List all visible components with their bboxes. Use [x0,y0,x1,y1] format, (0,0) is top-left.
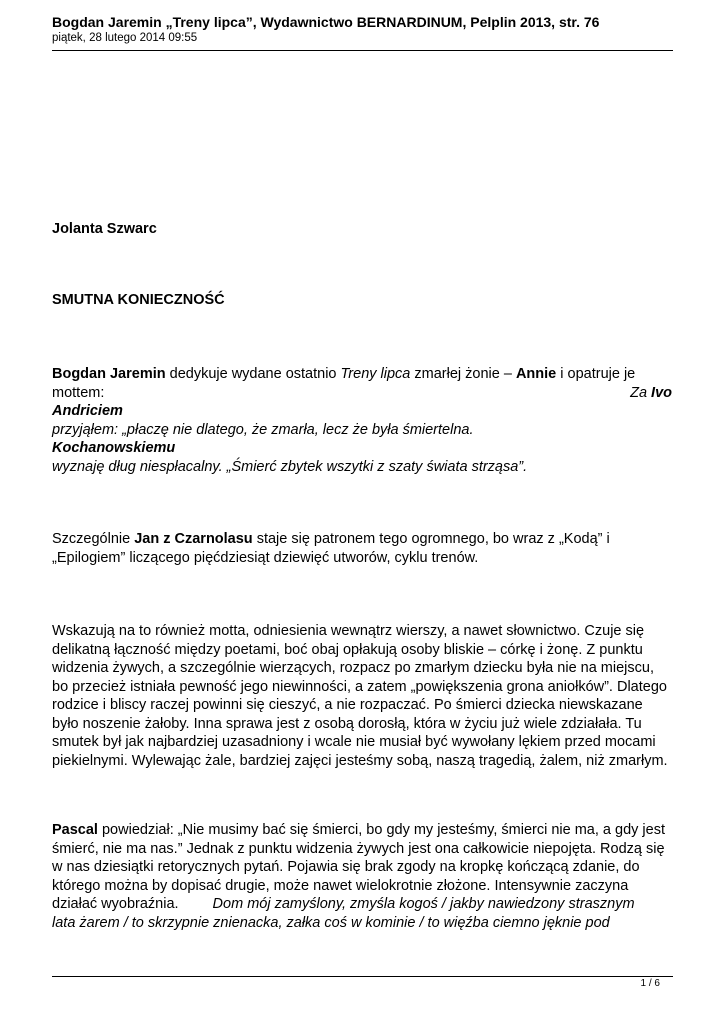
text-run: i opatruje je [556,366,636,382]
text-run: Andriciem [52,403,123,419]
text-run: dedykuje wydane ostatnio [165,366,341,382]
text-line: rodzice i bliscy raczej powinni się cieszyć, a nie rozpaczać. Po śmierci dziecka niewskazane [52,697,643,713]
paragraph-patron [52,530,672,567]
text-line [52,458,672,477]
article-title: SMUTNA KONIECZNOŚĆ [52,292,225,308]
text-line: którego można by dopisać drugie, może nawet wielokrotnie złożone. Intensywnie zaczyna [52,877,629,894]
text-run: lata żarem / to skrzypnie znienacka, załka coś w kominie / to więźba ciemno jęknie pod [52,914,610,931]
text-line [52,365,672,384]
text-line [52,402,672,421]
text-run: powiedział: „Nie musimy bać się śmierci, bo gdy my jesteśmy, śmierci nie ma, a gdy jest [97,822,665,838]
text-line [52,530,672,549]
text-run: mottem: [52,384,105,401]
text-run: przyjąłem: „płaczę nie dlatego, że zmarła, lecz że była śmiertelna. [52,421,474,438]
page-number: 1 / 6 [640,978,660,989]
text-run: zmarłej żonie – [410,366,516,382]
text-run: Bogdan Jaremin [52,366,166,382]
text-line: w nas dziesiątki retorycznych pytań. Pojawia się brak zgody na kropkę kończącą zdanie, do [52,859,640,875]
paragraph-dedication [52,365,672,476]
text-line [52,421,672,440]
text-line [52,895,672,914]
text-line: widzenia żywych, a szczególnie wierzących, rozpacz po zmarłym dziecku była nie na miejscu, [52,660,654,676]
text-run: Kochanowskiemu [52,440,176,456]
footer-divider [52,976,673,977]
text-line: śmierć, nie ma nas.” Jednak z punktu widzenia żywych jest ona całkowicie niepojęta. Rodzą się [52,840,665,857]
text-run: Treny lipca [340,366,411,382]
text-line [52,821,672,840]
text-run: wyznaję dług niespłacalny. „Śmierć zbytek wszytki z szaty świata strząsa”. [52,458,528,475]
article-author: Jolanta Szwarc [52,221,157,237]
text-run: Jan z Czarnolasu [134,531,253,547]
text-run: Pascal [52,822,98,838]
page-header-title: Bogdan Jaremin „Treny lipca”, Wydawnictwo BERNARDINUM, Pelplin 2013, str. 76 [52,14,600,30]
text-run: Ivo [651,384,672,401]
header-divider [52,50,673,51]
text-line: bo przecież istniała pewność jego niewinności, a zatem „powiększenia grona aniołków”. Dlatego [52,678,667,695]
text-run: Dom mój zamyślony, zmyśla kogoś / jakby nawiedzony strasznym [212,896,635,912]
text-run: Za [630,384,652,401]
page-header-date: piątek, 28 lutego 2014 09:55 [52,32,198,44]
text-run: staje się patronem tego ogromnego, bo wraz z „Kodą” i [252,531,610,547]
text-line [52,384,672,403]
paragraph-pascal [52,821,672,932]
text-run: działać wyobraźnia. [52,896,179,912]
text-line [52,439,672,458]
text-line: „Epilogiem” liczącego pięćdziesiąt dziewięć utworów, cyklu trenów. [52,549,479,566]
text-line [52,914,672,933]
text-line: piekielnymi. Wylewając żale, bardziej zajęci jesteśmy sobą, naszą tragedią, żalem, niż zmarłym. [52,752,668,769]
paragraph-mottos [52,622,672,770]
text-run: Annie [515,366,557,382]
text-line: Wskazują na to również motta, odniesienia wewnątrz wierszy, a nawet słownictwo. Czuje się [52,623,645,639]
text-run-group [630,384,672,403]
text-line: smutek był jak najbardziej uzasadniony i wcale nie musiał być wywołany lękiem przed mocami [52,734,656,750]
text-run: Szczególnie [52,531,135,547]
text-line: było noszenie żałoby. Inna sprawa jest z osobą dorosłą, która w życiu już wiele zdziałała. Tu [52,715,642,732]
text-line: delikatną łączność między poetami, boć obaj opłakują osoby bliskie – córkę i żonę. Z punktu [52,641,643,658]
